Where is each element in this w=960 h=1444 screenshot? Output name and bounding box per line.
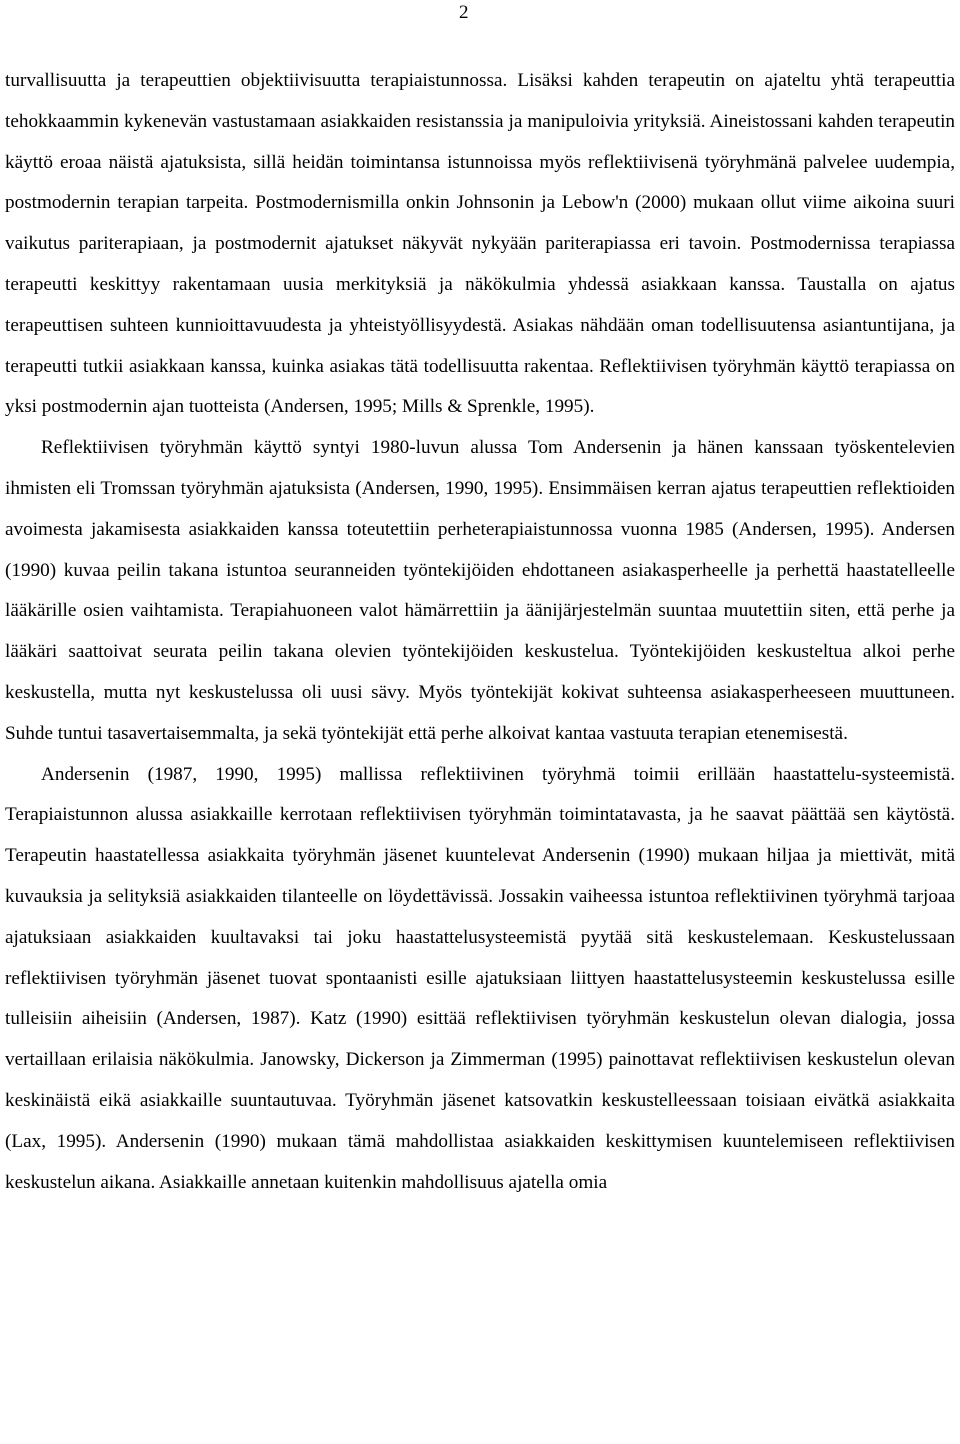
- body-text: [5, 61, 955, 1203]
- paragraph-andersen-model: Andersenin (1987, 1990, 1995) mallissa reflektiivinen työryhmä toimii erillään haastattelu-systeemistä. Terapiaistunnon alussa asiakkaille kerrotaan reflektiivisen työryhmän toimintatavasta, ja he saavat päättää sen käytöstä. Terapeutin haastatellessa asiakkaita työryhmän jäsenet kuuntelevat Andersenin (1990) mukaan hiljaa ja miettivät, mitä kuvauksia ja selityksiä asiakkaiden tilanteelle on löydettävissä. Jossakin vaiheessa istuntoa reflektiivinen työryhmä tarjoaa ajatuksiaan asiakkaiden kuultavaksi tai joku haastattelusysteemistä pyytää sitä keskustelemaan. Keskustelussaan reflektiivisen työryhmän jäsenet tuovat spontaanisti esille ajatuksiaan liittyen haastattelusysteemin keskustelussa esille tulleisiin aiheisiin (Andersen, 1987). Katz (1990) esittää reflektiivisen työryhmän keskustelun olevan dialogia, jossa vertaillaan erilaisia näkökulmia. Janowsky, Dickerson ja Zimmerman (1995) painottavat reflektiivisen keskustelun olevan keskinäistä eikä asiakkaille suuntautuvaa. Työryhmän jäsenet katsovatkin keskustelleessaan toisiaan eivätkä asiakkaita (Lax, 1995). Andersenin (1990) mukaan tämä mahdollistaa asiakkaiden keskittymisen kuuntelemiseen reflektiivisen keskustelun aikana. Asiakkaille annetaan kuitenkin mahdollisuus ajatella omia: [5, 763, 955, 1193]
- page-number: 2: [459, 2, 469, 23]
- paragraph-reflective-team-origins: Reflektiivisen työryhmän käyttö syntyi 1980-luvun alussa Tom Andersenin ja hänen kanssaan työskentelevien ihmisten eli Tromssan työryhmän ajatuksista (Andersen, 1990, 1995). Ensimmäisen kerran ajatus terapeuttien reflektioiden avoimesta jakamisesta asiakkaiden kanssa toteutettiin perheterapiaistunnossa vuonna 1985 (Andersen, 1995). Andersen (1990) kuvaa peilin takana istuntoa seuranneiden työntekijöiden ehdottaneen asiakasperheelle ja perhettä haastatelleelle lääkärille osien vaihtamista. Terapiahuoneen valot hämärrettiin ja äänijärjestelmän suuntaa muutettiin siten, että perhe ja lääkäri saattoivat seurata peilin takana olevien työntekijöiden keskustelua. Työntekijöiden keskusteltua alkoi perhe keskustella, mutta nyt keskustelussa oli uusi sävy. Myös työntekijät kokivat suhteensa asiakasperheeseen muuttuneen. Suhde tuntui tasavertaisemmalta, ja sekä työntekijät että perhe alkoivat kantaa vastuuta terapian etenemisestä.: [5, 437, 955, 744]
- paragraph-continuation: turvallisuutta ja terapeuttien objektiivisuutta terapiaistunnossa. Lisäksi kahden terapeutin on ajateltu yhtä terapeuttia tehokkaammin kykenevän vastustamaan asiakkaiden resistanssia ja manipuloivia yrityksiä. Aineistossani kahden terapeutin käyttö eroaa näistä ajatuksista, sillä heidän toimintansa istunnoissa myös reflektiivisenä työryhmänä palvelee uudempia, postmodernin terapian tarpeita. Postmodernismilla onkin Johnsonin ja Lebow'n (2000) mukaan ollut viime aikoina suuri vaikutus pariterapiaan, ja postmodernit ajatukset näkyvät nykyään pariterapiassa eri tavoin. Postmodernissa terapiassa terapeutti keskittyy rakentamaan uusia merkityksiä ja näkökulmia yhdessä asiakkaan kanssa. Taustalla on ajatus terapeuttisen suhteen kunnioittavuudesta ja yhteistyöllisyydestä. Asiakas nähdään oman todellisuutensa asiantuntijana, ja terapeutti tutkii asiakkaan kanssa, kuinka asiakas tätä todellisuutta rakentaa. Reflektiivisen työryhmän käyttö terapiassa on yksi postmodernin ajan tuotteista (Andersen, 1995; Mills & Sprenkle, 1995).: [5, 70, 955, 418]
